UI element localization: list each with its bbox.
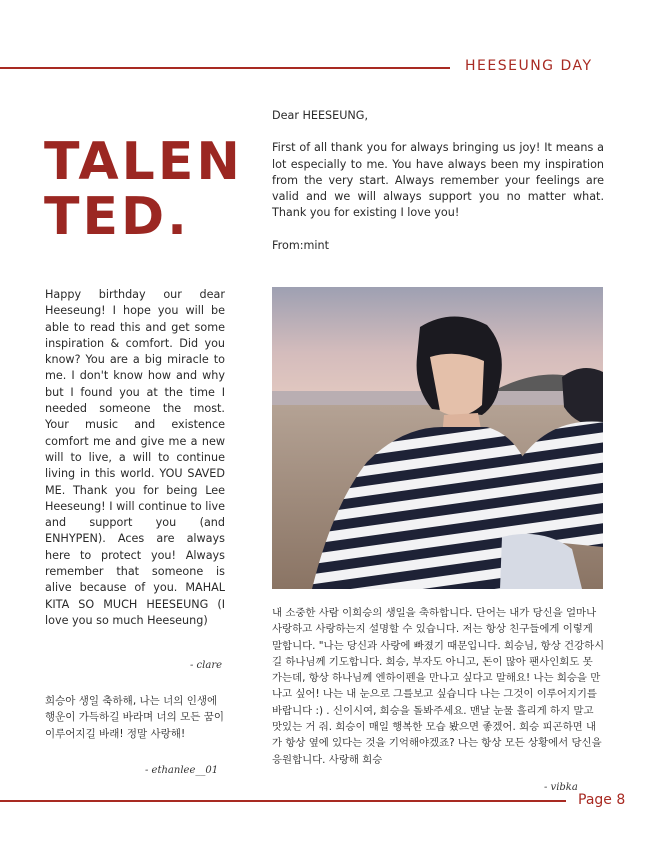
page-title [44, 132, 243, 247]
letter-from: From:mint [272, 238, 329, 252]
page-number: Page 8 [578, 792, 626, 808]
letter-body: First of all thank you for always bringing us joy! It means a lot especially to me. You have always been my inspiration from the very start. Always remember your feelings are valid and we will always support you no matter what. Thank you for existing I love you! [272, 141, 604, 220]
photo [272, 287, 603, 589]
left-message-signature: - clare [190, 660, 223, 671]
left-message: Happy birthday our dear Heeseung! I hope you will be able to read this and get some inspiration & comfort. Did you know? You are a big miracle to me. I don't know how and why but I found you at the time I needed someone the most. Your music and existence comfort me and give me a new will to live, a will to continue living in this world. YOU SAVED ME. Thank you for being Lee Heeseung! I will continue to live and support you (and ENHYPEN). Aces are always here to protect you! Always remember that someone is alive because of you. MAHAL KITA SO MUCH HEESEUNG (I love you so much Heeseung) [45, 288, 225, 627]
title-line-1: TALEN [44, 132, 243, 192]
letter-greeting: Dear HEESEUNG, [272, 109, 369, 122]
korean-right-signature: - vibka [544, 782, 578, 793]
header-rule [0, 67, 450, 69]
letter-block [272, 108, 604, 270]
korean-right-message: 내 소중한 사람 이희승의 생일을 축하합니다. 단어는 내가 당신을 얼마나 사랑하고 사랑하는지 설명할 수 있습니다. 저는 항상 친구들에게 이렇게 말합니다. "나는 당신과 사랑에 빠졌기 때문입니다. 희승님, 항상 건강하시길 하나님께 기도합니다. 희승, 부자도 아니고, 돈이 많아 팬사인회도 못 가는데, 항상 하나님께 엔하이펜을 만나고 싶다고 말해요! 나는 희승을 만나고 싶어! 나는 내 눈으로 그를보고 싶습니다 나는 그것이 이루어지기를 바랍니다 :) . 신이시여, 희승을 돌봐주세요. 맨날 눈물 흘리게 하지 말고 맛있는 거 줘. 희승이 매일 행복한 모습 봤으면 좋겠어. 희승 피곤하면 내가 항상 옆에 있다는 것을 기억해야겠죠? 나는 항상 모든 상황에서 당신을 응원합니다. 사랑해 희승 [272, 607, 605, 766]
header-label: HEESEUNG DAY [465, 58, 593, 74]
footer-rule [0, 800, 566, 802]
title-line-2: TED. [44, 187, 190, 247]
photo-illustration [272, 287, 603, 589]
korean-left-signature: - ethanlee__01 [145, 765, 219, 776]
korean-left-message: 희승아 생일 축하해, 나는 너의 인생에 행운이 가득하길 바라며 너의 모든 꿈이 이루어지길 바래! 정말 사랑해! [45, 695, 224, 740]
